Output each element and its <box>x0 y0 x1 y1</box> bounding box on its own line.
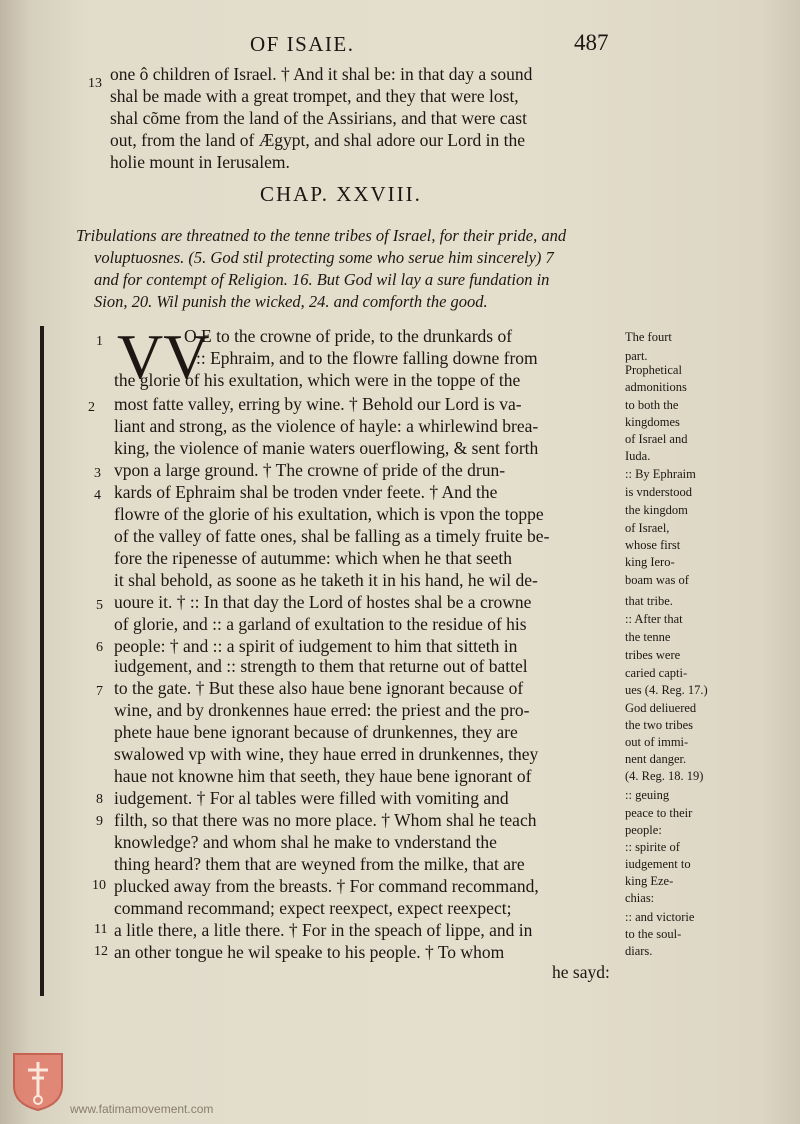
margin-note: tribes were <box>625 648 681 662</box>
text-line: liant and strong, as the violence of hayle: a whirlewind brea- <box>114 416 539 436</box>
running-header <box>0 30 800 64</box>
text-line: holie mount in Ierusalem. <box>110 152 290 172</box>
text-line: uoure it. † :: In that day the Lord of hostes shal be a crowne <box>114 592 532 612</box>
text-line: wine, and by dronkennes haue erred: the priest and the pro- <box>114 700 530 720</box>
margin-note: of Israel, <box>625 521 670 535</box>
text-line: the glorie of his exultation, which were in the toppe of the <box>114 370 521 390</box>
watermark-url: www.fatimamovement.com <box>70 1102 214 1116</box>
text-line: knowledge? and whom shal he make to vnderstand the <box>114 832 497 852</box>
text-line: out, from the land of Ægypt, and shal adore our Lord in the <box>110 130 526 150</box>
drop-capital: VV <box>117 321 210 392</box>
margin-note: Prophetical <box>625 363 682 377</box>
verse-number: 5 <box>96 598 103 613</box>
verse-number: 7 <box>96 684 103 699</box>
margin-note: people: <box>625 823 662 837</box>
margin-note: :: spirite of <box>625 840 680 854</box>
margin-note: caried capti- <box>625 666 688 680</box>
text-line: one ô children of Israel. † And it shal be: in that day a sound <box>110 64 533 84</box>
margin-note: (4. Reg. 18. 19) <box>625 769 704 783</box>
chapter-summary-line: voluptuosnes. (5. God stil protecting some who serue him sincerely) 7 <box>94 248 554 267</box>
text-line: a litle there, a litle there. † For in the speach of lippe, and in <box>114 920 533 940</box>
running-title: OF ISAIE. <box>250 32 355 56</box>
margin-note: part. <box>625 349 648 363</box>
margin-note: that tribe. <box>625 594 673 608</box>
margin-note: to the soul- <box>625 927 682 941</box>
text-line: fore the ripenesse of autumme: which when he that seeth <box>114 548 512 568</box>
margin-note: the two tribes <box>625 718 694 732</box>
text-line: an other tongue he wil speake to his people. † To whom <box>114 942 505 962</box>
text-line: flowre of the glorie of his exultation, which is vpon the toppe <box>114 504 544 524</box>
text-line: to the gate. † But these also haue bene ignorant because of <box>114 678 524 698</box>
margin-note: God deliuered <box>625 701 697 715</box>
verse-number: 13 <box>88 76 102 91</box>
margin-note: king Eze- <box>625 874 674 888</box>
page-number: 487 <box>574 30 609 55</box>
text-line: shal cõme from the land of the Assirians, and that were cast <box>110 108 527 128</box>
text-line: thing heard? them that are weyned from the milke, that are <box>114 854 525 874</box>
margin-note: king Iero- <box>625 555 675 569</box>
chapter-summary-line: Tribulations are threatned to the tenne tribes of Israel, for their pride, and <box>76 226 567 245</box>
text-line: command recommand; expect reexpect, expect reexpect; <box>114 898 512 918</box>
text-line: king, the violence of manie waters ouerflowing, & sent forth <box>114 438 539 458</box>
margin-note: to both the <box>625 398 679 412</box>
text-line: plucked away from the breasts. † For command recommand, <box>114 876 539 896</box>
margin-note: :: geuing <box>625 788 670 802</box>
margin-note: :: After that <box>625 612 683 626</box>
margin-note: the kingdom <box>625 503 688 517</box>
verse-number: 4 <box>94 488 101 503</box>
chapter-summary-line: and for contempt of Religion. 16. But God wil lay a sure fundation in <box>94 270 550 289</box>
text-line: kards of Ephraim shal be troden vnder feete. † And the <box>114 482 498 502</box>
text-line: most fatte valley, erring by wine. † Behold our Lord is va- <box>114 394 522 414</box>
verse-number: 3 <box>94 466 101 481</box>
text-line: iudgement. † For al tables were filled with vomiting and <box>114 788 509 808</box>
seal-logo-icon <box>12 1052 64 1112</box>
text-line: haue not knowne him that seeth, they haue bene ignorant of <box>114 766 532 786</box>
verse-number: 1 <box>96 334 103 349</box>
margin-note: nent danger. <box>625 752 687 766</box>
text-line: people: † and :: a spirit of iudgement to him that sitteth in <box>114 636 518 656</box>
margin-note: out of immi- <box>625 735 689 749</box>
text-line: shal be made with a great trompet, and they that were lost, <box>110 86 519 106</box>
chapter-heading: CHAP. XXVIII. <box>260 182 422 206</box>
catchword: he sayd: <box>552 962 610 982</box>
text-line: of the valley of fatte ones, shal be falling as a timely fruite be- <box>114 526 550 546</box>
margin-note: boam was of <box>625 573 689 587</box>
text-line: swalowed vp with wine, they haue erred in drunkennes, they <box>114 744 539 764</box>
margin-rule <box>40 326 44 996</box>
verse-number: 2 <box>88 400 95 415</box>
verse-number: 8 <box>96 792 103 807</box>
chapter-summary-line: Sion, 20. Wil punish the wicked, 24. and comforth the good. <box>94 292 488 311</box>
text-line: filth, so that there was no more place. † Whom shal he teach <box>114 810 537 830</box>
verse-number: 12 <box>94 944 108 959</box>
margin-note: diars. <box>625 944 653 958</box>
text-line: of glorie, and :: a garland of exultation to the residue of his <box>114 614 527 634</box>
margin-note: ues (4. Reg. 17.) <box>625 683 708 697</box>
verse-number: 9 <box>96 814 103 829</box>
text-line: phete haue bene ignorant because of drunkennes, they are <box>114 722 518 742</box>
margin-note: Iuda. <box>625 449 651 463</box>
margin-note: is vnderstood <box>625 485 693 499</box>
verse-number: 6 <box>96 640 103 655</box>
margin-note: chias: <box>625 891 655 905</box>
margin-note: The fourt <box>625 330 672 344</box>
text-line: O E to the crowne of pride, to the drunkards of <box>184 326 513 346</box>
text-line: vpon a large ground. † The crowne of pride of the drun- <box>114 460 506 480</box>
margin-note: admonitions <box>625 380 687 394</box>
margin-note: peace to their <box>625 806 693 820</box>
margin-note: of Israel and <box>625 432 688 446</box>
verse-number: 11 <box>94 922 108 937</box>
text-line: iudgement, and :: strength to them that returne out of battel <box>114 656 528 676</box>
margin-note: whose first <box>625 538 681 552</box>
margin-note: the tenne <box>625 630 671 644</box>
margin-note: :: and victorie <box>625 910 695 924</box>
verse-number: 10 <box>92 878 106 893</box>
margin-note: :: By Ephraim <box>625 467 696 481</box>
margin-note: kingdomes <box>625 415 680 429</box>
text-line: :: Ephraim, and to the flowre falling downe from <box>196 348 538 368</box>
margin-note: iudgement to <box>625 857 691 871</box>
text-line: it shal behold, as soone as he taketh it in his hand, he wil de- <box>114 570 538 590</box>
